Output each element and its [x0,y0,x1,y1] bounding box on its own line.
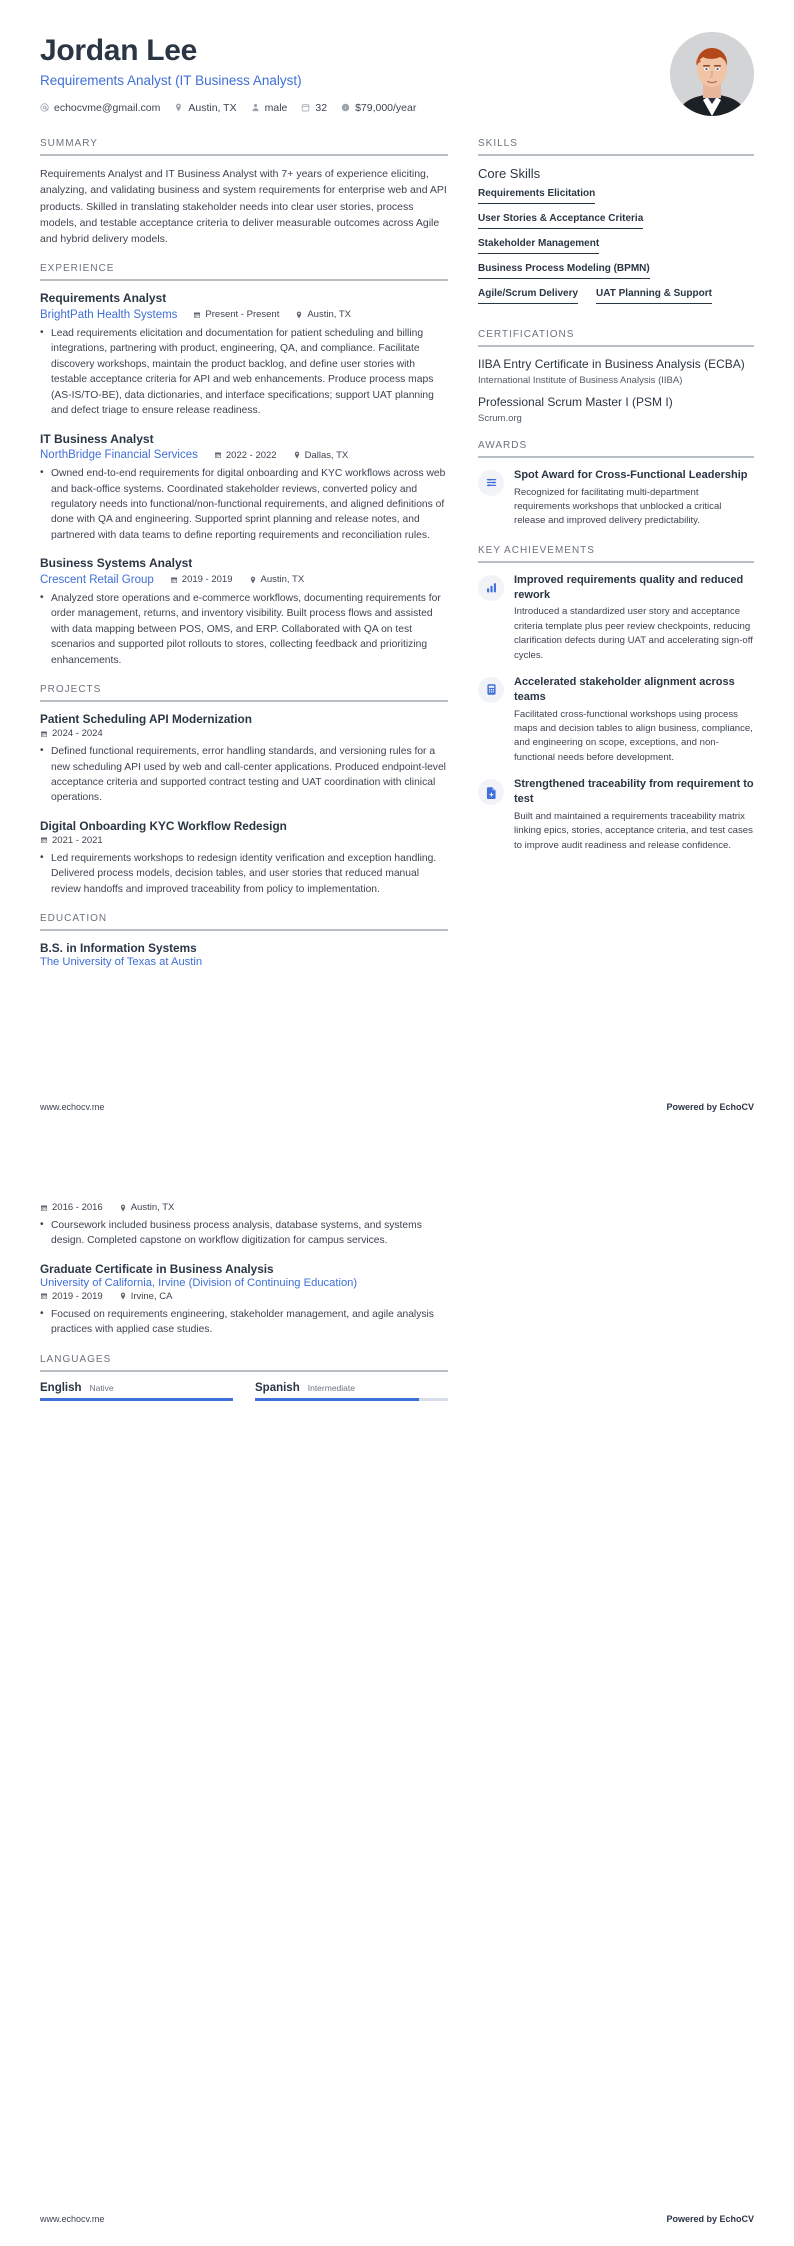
education-meta [40,1291,448,1302]
projects-section-title: PROJECTS [40,684,102,696]
certification-name: Professional Scrum Master I (PSM I) [478,394,673,409]
bar-chart-icon [478,575,504,601]
project-name: Digital Onboarding KYC Workflow Redesign [40,818,287,833]
section-awards [478,440,754,529]
education-meta [40,1202,448,1213]
contact-location [174,102,236,114]
footer-brand: EchoCV [719,2214,754,2224]
experience-meta [40,449,448,461]
experience-role: Requirements Analyst [40,291,167,306]
project-dates [40,835,103,846]
sliders-icon [478,470,504,496]
experience-dates-value: Present - Present [205,309,280,321]
section-key-achievements [478,545,754,853]
skill-item: Agile/Scrum Delivery [478,288,578,304]
award-title: Spot Award for Cross-Functional Leadership [514,468,748,481]
education-location [119,1291,173,1302]
calendar-icon [40,1204,48,1212]
experience-entry [40,556,448,668]
award-description: Recognized for facilitating multi-department requirements workshops that unblocked a critical release and improved delivery predictability. [514,486,722,527]
language-item [255,1382,448,1401]
resume-header [40,30,754,116]
right-column [478,138,754,869]
person-icon [251,103,260,112]
project-bullet: • Led requirements workshops to redesign identity verification and exception handling. Delivered process models, decision tables, and user stories that reduced manual review handoffs and improved traceability from policy to implementation. [40,851,448,897]
experience-location [293,450,349,461]
footer-powered-prefix: Powered by [666,1102,720,1112]
achievement-title: Strengthened traceability from requirement to test [514,778,754,806]
footer-powered-by [666,1102,754,1112]
project-dates-value: 2024 - 2024 [52,728,103,740]
skill-item: User Stories & Acceptance Criteria [478,213,643,229]
experience-bullet: • Lead requirements elicitation and documentation for patient scheduling and billing integrations, partnering with product, engineering, QA, and compliance. Facilitate discovery workshops, maintain the product backlog, and define user stories with testable acceptance criteria for API and web enhancements. Produce process maps (AS-IS/TO-BE), data dictionaries, and interface specifications; support UAT planning and defect triage to ensure release readiness. [40,326,448,419]
language-name: English [40,1381,82,1394]
contact-location-value: Austin, TX [188,101,237,114]
education-location-value: Austin, TX [130,1202,175,1213]
location-pin-icon [293,451,301,459]
skills-list [478,188,754,313]
skill-item: Business Process Modeling (BPMN) [478,263,650,279]
skill-item: Stakeholder Management [478,238,599,254]
languages-section-title: LANGUAGES [40,1353,112,1365]
summary-text: Requirements Analyst and IT Business Analyst with 7+ years of experience eliciting, analyzing, and validating business and system requirements for enterprise web and API products. Skilled in translating stakeholder needs into clear user stories, process models, and testable acceptance criteria to deliver measurable outcomes across Agile and hybrid delivery models. [40,168,447,246]
section-divider [40,1370,448,1372]
experience-bullets [40,591,448,668]
education-bullet: • Focused on requirements engineering, stakeholder management, and agile analysis practices with applied case studies. [40,1307,448,1338]
project-name: Patient Scheduling API Modernization [40,712,252,727]
calendar-icon [214,451,222,459]
education-dates-value: 2019 - 2019 [52,1290,103,1302]
section-certifications [478,329,754,424]
contact-age-value: 32 [315,101,328,114]
section-divider [40,279,448,281]
project-entry [40,712,448,806]
experience-section-title: EXPERIENCE [40,263,115,275]
education-bullets [40,1218,448,1249]
section-divider [478,456,754,458]
location-pin-icon [249,576,257,584]
resume-page-2 [0,1152,794,2246]
location-pin-icon [295,311,303,319]
achievement-title: Improved requirements quality and reduced rework [514,573,744,601]
location-pin-icon [119,1292,127,1300]
experience-location [295,309,351,320]
project-bullets [40,851,448,897]
achievement-title: Accelerated stakeholder alignment across teams [514,675,735,703]
candidate-headline: Requirements Analyst (IT Business Analyst) [40,72,302,88]
left-column [40,138,448,984]
experience-location-value: Austin, TX [307,309,351,321]
education-section-title: EDUCATION [40,913,108,925]
achievement-description: Built and maintained a requirements traceability matrix linking epics, stories, acceptance criteria, and test cases to improve audit readiness and release confidence. [514,810,753,851]
experience-dates [214,450,277,461]
education-bullet: • Coursework included business process analysis, database systems, and systems design. Completed capstone on workflow digitization for campus services. [40,1218,448,1249]
page-footer [40,2214,754,2224]
education-entry [40,1202,448,1249]
header-identity [40,30,416,114]
calculator-icon [478,677,504,703]
education-degree: Graduate Certificate in Business Analysis [40,1261,274,1276]
achievement-description: Introduced a standardized user story and acceptance criteria template plus peer review checkpoints, reducing clarification defects during UAT and accelerating sign-off cycles. [514,606,753,661]
project-dates-value: 2021 - 2021 [52,834,103,846]
section-projects [40,684,448,897]
calendar-icon [40,1292,48,1300]
education-school[interactable]: The University of Texas at Austin [40,956,203,969]
candidate-name: Jordan Lee [40,34,198,67]
experience-entry [40,291,448,418]
certification-issuer: International Institute of Business Analysis (IIBA) [478,374,683,386]
experience-company[interactable]: NorthBridge Financial Services [40,449,198,462]
page-separator [0,1134,794,1152]
skills-group-title: Core Skills [478,166,541,181]
footer-website[interactable]: www.echocv.me [40,1102,105,1112]
experience-company[interactable]: BrightPath Health Systems [40,308,178,321]
language-item [40,1382,233,1401]
experience-company[interactable]: Crescent Retail Group [40,573,154,586]
experience-meta [40,309,448,321]
achievement-item [478,675,754,765]
avatar-photo [670,32,754,116]
certification-issuer: Scrum.org [478,412,522,424]
section-education-continued [40,1202,448,1338]
experience-meta [40,574,448,586]
avatar [670,32,754,116]
footer-powered-by [666,2214,754,2224]
calendar-icon [40,730,48,738]
skills-section-title: SKILLS [478,138,518,149]
certification-item [478,395,754,424]
contact-email [40,102,160,114]
project-bullet: • Defined functional requirements, error handling standards, and versioning rules for a new scheduling API used by web and call-center applications. Produced endpoint-level acceptance criteria and supported contract testing and UAT coordination with clinical operations. [40,744,448,806]
contact-gender [251,102,288,114]
project-meta [40,728,448,739]
certification-name: IIBA Entry Certificate in Business Analysis (ECBA) [478,357,745,371]
calendar-icon [40,836,48,844]
contact-salary-value: $79,000/year [355,101,417,114]
footer-website[interactable]: www.echocv.me [40,2214,105,2224]
language-head [40,1382,233,1394]
experience-bullet: • Owned end-to-end requirements for digital onboarding and KYC workflows across web and back-office systems. Coordinated stakeholder reviews, converted policy and regulatory needs into functional/non-functional requirements, and aligned definitions of done with QA and engineering. Supported sprint planning and release notes, and partnered with data teams to define reporting requirements and reconciliation rules. [40,466,448,543]
achievement-item [478,573,754,663]
location-pin-icon [119,1204,127,1212]
education-location [119,1202,175,1213]
certification-item [478,357,754,386]
certifications-section-title: CERTIFICATIONS [478,329,575,340]
education-dates [40,1202,103,1213]
section-divider [40,929,448,931]
experience-location-value: Austin, TX [260,574,305,586]
location-pin-icon [174,103,183,112]
contact-gender-value: male [264,101,288,114]
footer-brand: EchoCV [719,1102,754,1112]
experience-role: Business Systems Analyst [40,556,193,571]
language-proficiency-bar [255,1398,448,1401]
footer-powered-prefix: Powered by [666,2214,720,2224]
calendar-icon [193,311,201,319]
section-divider [40,700,448,702]
page-footer [40,1102,754,1112]
education-dates-value: 2016 - 2016 [52,1202,103,1213]
experience-location [249,574,305,585]
education-location-value: Irvine, CA [130,1290,173,1302]
contact-salary [341,102,416,114]
achievement-body [514,777,754,853]
achievement-description: Facilitated cross-functional workshops using process maps and decision tables to align business, compliance, and engineering on scope, exceptions, and non-functional needs before development. [514,708,753,763]
summary-section-title: SUMMARY [40,138,98,149]
project-entry [40,819,448,897]
skill-item: UAT Planning & Support [596,288,712,304]
language-head [255,1382,448,1394]
achievement-body [514,675,754,765]
section-summary [40,138,448,247]
calendar-icon [170,576,178,584]
language-level: Intermediate [307,1382,355,1393]
achievement-item [478,777,754,853]
language-proficiency-bar [40,1398,233,1401]
resume-body-columns [40,138,754,984]
svg-text:i: i [345,105,347,112]
key-achievements-section-title: KEY ACHIEVEMENTS [478,544,595,556]
project-meta [40,835,448,846]
experience-bullets [40,466,448,543]
experience-dates-value: 2019 - 2019 [181,574,233,586]
section-languages [40,1354,448,1401]
experience-dates [193,309,279,320]
experience-dates [170,574,233,585]
section-divider [478,561,754,563]
experience-bullet: • Analyzed store operations and e-commerce workflows, documenting requirements for order management, returns, and inventory visibility. Built process flows and assisted with data mapping between POS, OMS, and ERP. Collaborated with QA on test scenarios and supported pilot rollouts to stores, collecting feedback and prioritizing enhancements. [40,591,448,668]
language-level: Native [89,1382,114,1393]
award-body [514,468,754,529]
email-icon [40,103,49,112]
project-bullets [40,744,448,806]
section-divider [40,154,448,156]
section-divider [478,345,754,347]
experience-dates-value: 2022 - 2022 [225,449,277,461]
education-school[interactable]: University of California, Irvine (Division of Continuing Education) [40,1276,358,1289]
education-entry [40,941,448,968]
skill-item: Requirements Elicitation [478,188,595,204]
experience-bullets [40,326,448,419]
section-divider [478,154,754,156]
file-plus-icon [478,779,504,805]
education-dates [40,1291,103,1302]
experience-role: IT Business Analyst [40,431,154,446]
contact-row [40,102,416,114]
section-skills [478,138,754,313]
section-education [40,913,448,968]
contact-email-value: echocvme@gmail.com [54,101,161,114]
calendar-icon [301,103,310,112]
achievement-body [514,573,754,663]
project-dates [40,728,103,739]
resume-body-columns-page2 [40,1200,754,1417]
experience-location-value: Dallas, TX [304,449,349,461]
section-experience [40,263,448,668]
money-icon [341,103,350,112]
education-bullets [40,1307,448,1338]
education-degree: B.S. in Information Systems [40,941,197,956]
contact-age [301,102,327,114]
left-column-page2 [40,1200,448,1417]
experience-entry [40,432,448,544]
languages-list [40,1382,448,1401]
language-name: Spanish [255,1381,300,1394]
education-entry [40,1262,448,1338]
awards-section-title: AWARDS [478,439,528,451]
award-item [478,468,754,529]
